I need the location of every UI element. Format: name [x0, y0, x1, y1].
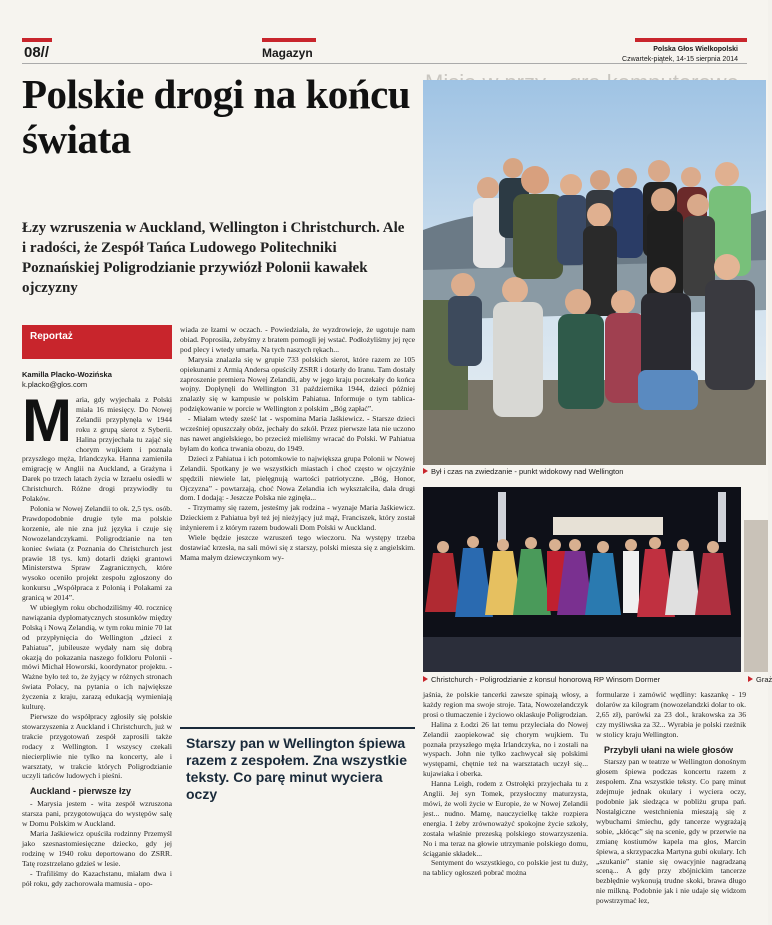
header-accent-bar-left	[22, 38, 52, 42]
article-paragraph: - Marysia jestem - wita zespół wzruszona starsza pani, przygotowująca do występów salę w Domu Polskim w Auckland.	[22, 799, 172, 829]
caption-christchurch: Christchurch - Poligrodzianie z konsul honorową RP Winsom Dormer	[423, 675, 743, 685]
caption-viewpoint: Był i czas na zwiedzanie - punkt widokowy nad Wellington	[423, 467, 766, 477]
article-column-1	[22, 387, 172, 913]
caption-partial: Graż	[748, 675, 768, 685]
photo-right-edge	[744, 520, 768, 672]
article-paragraph: jaśnia, że polskie tancerki zawsze spinają włosy, a każdy region ma swoje stroje. Tata, Nowozelandczyk prosi o tłumaczenie i życiowo oklaskuje Poligrodzian.	[423, 690, 588, 719]
photo-viewpoint-group	[423, 80, 766, 465]
lead-paragraph: Łzy wzruszenia w Auckland, Wellington i Christchurch. Ale i radości, że Zespół Tańca Ludowego Politechniki Poznańskiej Poligrodzianie przywiózł Polonii kawałek ojczyzny	[22, 220, 405, 296]
article-paragraph: Wiele będzie jeszcze wzruszeń tego wieczoru. Na występy trzeba dostawiać krzesła, na sali mówi się z starszy, polski miesza się z angielskim. Mama małym dziewczynkom wy-	[180, 533, 415, 562]
article-column-3	[423, 690, 588, 915]
article-paragraph: Maria, gdy wyjechała z Polski miała 16 miesięcy. Do Nowej Zelandii przypłynęła w 1944 roku z grupą sierot z Syberii. Halina przyjechała tu zająć się chorym wujkiem i poznała przyszłego męża, Irlandczyka. Hanna zamieniła emigrację w Anglii na Auckland, a Grażyna i Darek po trzech latach życia w Izraelu osiedli w Christchurch. Różne drogi przywiodły tu Polaków.	[22, 387, 172, 504]
subheading-ulani: Przybyli ułani na wiele głosów	[604, 744, 734, 755]
article-paragraph: - Trzymamy się razem, jesteśmy jak rodzina - wyznaje Maria Jaśkiewicz. Dzieckiem z Pahiatua był też jej nieżyjący już mąż, Franciszek, który został inżynierem i z którym razem budowali Dom Polski w Auckland.	[180, 503, 415, 533]
photo-viewpoint-image	[423, 80, 766, 465]
article-paragraph: Dzieci z Pahiatua i ich potomkowie to największa grupa Polonii w Nowej Zelandii. Spotkany je we wszystkich miastach i choć często w ojczyźnie spędzili niewiele lat, pielęgnują wartości patriotyczne. „Bóg, Honor, Ojczyzna” - powtarzają, choć Nowa Zelandia ich wykształciła, dała drugi dom. I dodają: - Jeszcze Polska nie zginęła...	[180, 453, 415, 503]
article-paragraph: Marysia znalazła się w grupie 733 polskich sierot, które razem ze 105 opiekunami z Armią Andersa opuściły ZSRR i dotarły do Iranu. Tam dostały zaproszenie premiera Nowej Zelandii, aby w jego kraju poczekały do końca wojny. Dopłynęli do Wellington 31 października 1944, dzieci później znalazły się w kampusie w polskim Pahiatua. Informuje o tym tablica-podziękowanie w porcie w Wellington z polskim „Bóg zapłać”.	[180, 354, 415, 414]
author-name: Kamilla Placko-Wozińska	[22, 370, 112, 379]
author-email: k.placko@glos.com	[22, 380, 88, 389]
drop-cap: M	[22, 387, 72, 454]
subheading-auckland: Auckland - pierwsze łzy	[30, 786, 132, 797]
article-paragraph: Maria Jaśkiewicz opuściła rodzinny Przemyśl jako szesnastomiesięczne dziecko, gdy jej rodzinę w 1940 roku deportowano do ZSRR. Tatę rozstrzelano gdzieś w lesie.	[22, 828, 172, 868]
caption-arrow-icon	[748, 676, 753, 682]
photo-christchurch-stage	[423, 487, 741, 672]
page-number: 08//	[24, 44, 50, 61]
article-paragraph: - Miałam wtedy sześć lat - wspomina Maria Jaśkiewicz. - Starsze dzieci wcześniej opuszczały obóz, jechały do szkół. Przez pierwsze lata nie uczono nas nawet angielskiego, bo przecież mieliśmy wracać do Polski. W Pahiatua byłam do końca trwania obozu, do 1949.	[180, 414, 415, 453]
article-paragraph: Starszy pan w teatrze w Wellington donośnym głosem śpiewa podczas koncertu razem z zespołem. Zna wszystkie teksty. Co parę minut zdejmuje jednak okulary i wyciera oczy, podobnie jak siedząca w pobliżu grupa pań. Nostalgiczne westchnienia mieszają się z wybuchami śmiechu, gdy tancerze wygrażają sobie, „kłócąc” się na scenie, gdy w przerwie na zmianę kostiumów kapela ma głos, Marcin śpiewa, a skrzypaczka Martyna gubi okulary. Ich „szukanie” stanie się owacyjnie nagradzaną sceną... A gdy przy zbójnickim tancerze bezbłędnie wykonują trudne skoki, brawa długo nie milkną. Podobnie jak i nie udaje się widzom powstrzymać łez,	[596, 757, 746, 906]
header-accent-bar-mid	[262, 38, 316, 42]
photo-stage-image	[423, 487, 741, 672]
article-column-2	[180, 325, 415, 720]
masthead-title: Polska Głos Wielkopolski	[653, 46, 738, 53]
article-paragraph: wiada ze łzami w oczach. - Powiedziała, że wyzdrowieje, że ugotuje nam obiad. Poprosiła, żebyśmy z bratem pomogli jej wstać. Podłożyliśmy jej ręce pod plecy i wtedy umarła. Na tych naszych rękach...	[180, 325, 415, 354]
masthead	[622, 45, 738, 65]
article-paragraph: Halina z Łodzi 26 lat temu przyleciała do Nowej Zelandii zaopiekować się chorym wujkiem. Tu poznała przyszłego męża Irlandczyka, no i zostali na wyspach. John nie tylko zachwycał się polskimi występami, chętnie też na warsztatach uczył się... kujawiaka i oberka.	[423, 719, 588, 779]
masthead-date: Czwartek-piątek, 14-15 sierpnia 2014	[622, 56, 738, 63]
article-paragraph: Pierwsze do współpracy zgłosiły się polskie stowarzyszenia z Auckland i Christchurch, już w trakcie przygotowań zespół zaprosili także rodacy z Wellington. I wszyscy czekali niecierpliwie nie tylko na koncerty, ale i warsztaty, w trakcie których Poligrodzianie uczyli tańców ludowych i pieśni.	[22, 712, 172, 781]
caption-arrow-icon	[423, 676, 428, 682]
caption-arrow-icon	[423, 468, 428, 474]
headline: Polskie drogi na końcu świata	[22, 71, 411, 162]
article-column-4	[596, 690, 746, 915]
article-paragraph: Sentyment do wszystkiego, co polskie jest tu duży, na tablicy ogłoszeń pobrać można	[423, 858, 588, 878]
pull-quote: Starszy pan w Wellington śpiewa razem z zespołem. Zna wszystkie teksty. Co parę minut wyciera oczy	[180, 735, 415, 803]
header-rule	[22, 63, 747, 64]
section-label: Magazyn	[262, 46, 313, 60]
article-paragraph: formularze i zamówić wędliny: kaszankę - 19 dolarów za kilogram (nowozelandzki dolar to ok. 2,65 zł), parówki za 23 dol., krakowska za 36 czy myśliwska za 32... Wyrabia je polski rzeźnik w stolicy kraju Wellington.	[596, 690, 746, 739]
article-paragraph: W ubiegłym roku obchodziliśmy 40. rocznicę nawiązania dyplomatycznych stosunków między Polską i Nową Zelandią, w tym roku minie 70 lat od przypłynięcia do Wellington „dzieci z Pahiatua”, jubileusze wydały nam się dobrą okazją do pokazania naszego folkloru Polonii - mówi Michał Howorski, koordynator projektu. - Ważne było też to, że żyjący w różnych stronach świata Polacy, na pytania o ich największe życzenia z kraju, zarazą edukacją wymieniają kulturę.	[22, 603, 172, 712]
article-paragraph: Hanna Leigh, rodem z Ostrołęki przyjechała tu z Anglii. Jej syn Tomek, przysłoczny maturzysta, mówi, że woli życie w Europie, że w Nowej Zelandii jest... nudno. Mamę, nauczycielkę także rozpiera energia. I żeby zrównoważyć spokojne życie szkoły, została właśnie prezeską polskiego stowarzyszenia. No i ma teraz na głowie utrzymanie polskiego domu, ściąganie składek...	[423, 779, 588, 858]
article-paragraph: Polonia w Nowej Zelandii to ok. 2,5 tys. osób. Prawdopodobnie drugie tyle ma polskie korzenie, ale nie zna już języka i czuje się Nowozelandczykami. Poligrodzianie na ten koniec świata (z Poznania do Christchurch jest prawie 18 tys. km) dotarli dzięki grantowi Ministerstwa Spraw Zagranicznych, które wysoko oceniło projekt zespołu zgłoszony do konkursu „Współpraca z Polonią i Polakami za granicą w 2014”.	[22, 503, 172, 603]
reportaz-badge: Reportaż	[22, 325, 172, 359]
header-accent-bar-right	[635, 38, 747, 42]
article-paragraph: - Trafiliśmy do Kazachstanu, miałam dwa i pół roku, gdy zachorowała mamusia - opo-	[22, 868, 172, 888]
